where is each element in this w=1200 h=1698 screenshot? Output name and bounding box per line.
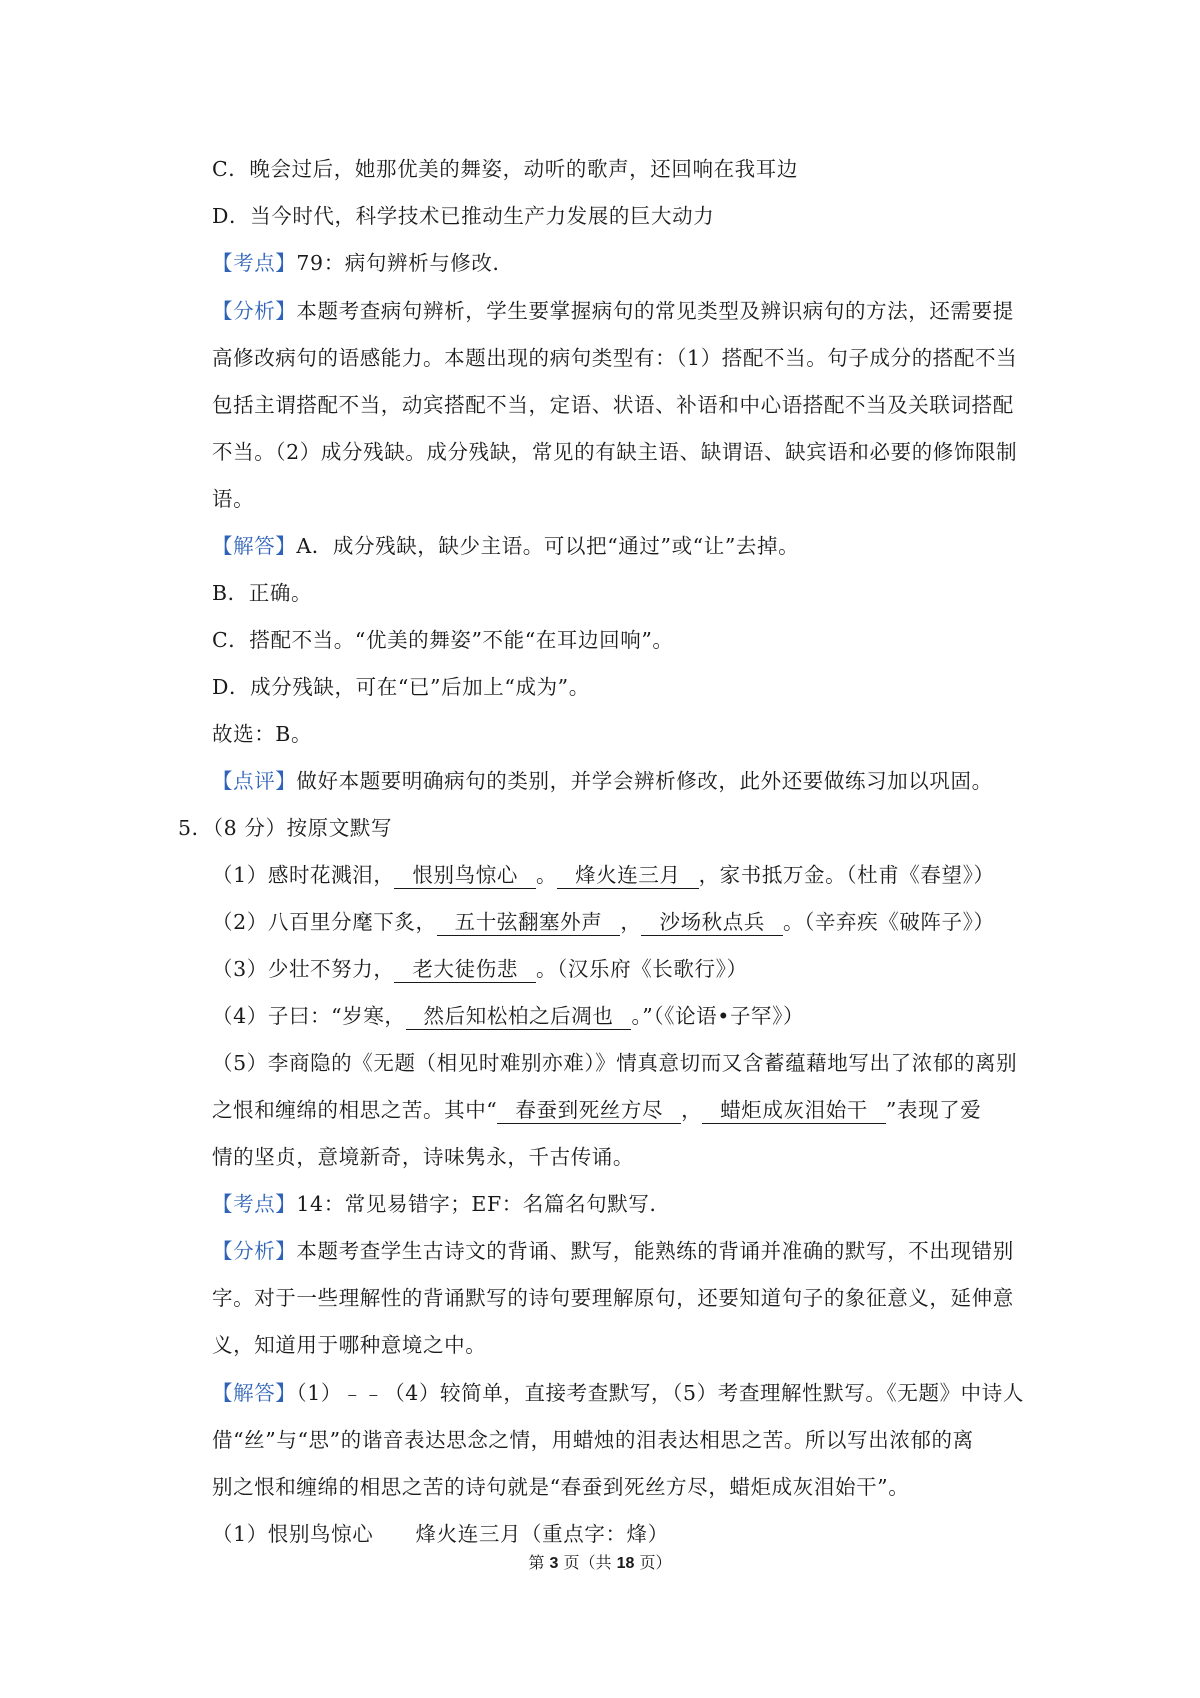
- q4-guxuan: 故选：B。: [212, 722, 313, 746]
- q5-kaodian: [212, 1189, 671, 1219]
- q5-5-mid: ，: [681, 1098, 703, 1122]
- q4-fenxi-line-3: 包括主谓搭配不当，动宾搭配不当，定语、状语、补语和中心语搭配不当及关联词搭配: [212, 393, 1014, 417]
- q5-item-5-line-2: [212, 1095, 981, 1125]
- q5-jieda-line-3: 别之恨和缠绵的相思之苦的诗句就是“春蚕到死丝方尽，蜡炬成灰泪始干”。: [212, 1475, 910, 1499]
- q5-fenxi-line-3: 义，知道用于哪种意境之中。: [212, 1333, 487, 1357]
- answer-blank: 恨别鸟惊心: [394, 862, 536, 889]
- kaodian-text: 79：病句辨析与修改．: [296, 251, 514, 275]
- q5-4-prefix: （4）子曰：“岁寒，: [212, 1004, 406, 1028]
- q4-jieda: [212, 531, 799, 561]
- fenxi-tag: 【分析】: [212, 1239, 297, 1263]
- question-5-title: 5．（8 分）按原文默写: [178, 816, 393, 840]
- jieda-tag: 【解答】: [212, 1381, 297, 1405]
- dianping-tag: 【点评】: [212, 769, 297, 793]
- q5-item-4: [212, 1001, 804, 1031]
- q5-3-prefix: （3）少壮不努力，: [212, 957, 395, 981]
- answer-blank: 春蚕到死丝方尽: [497, 1097, 681, 1124]
- q5-jieda-line-2: 借“丝”与“思”的谐音表达思念之情，用蜡烛的泪表达相思之苦。所以写出浓郁的离: [212, 1428, 974, 1452]
- q5-2-suffix: 。（辛弃疾《破阵子》）: [782, 910, 995, 934]
- q4-jieda-c: C．搭配不当。“优美的舞姿”不能“在耳边回响”。: [212, 628, 674, 652]
- q5-item-3: [212, 954, 748, 984]
- answer-blank: 烽火连三月: [557, 862, 699, 889]
- option-d: D．当今时代，科学技术已推动生产力发展的巨大动力: [212, 204, 715, 228]
- dianping-text: 做好本题要明确病句的类别，并学会辨析修改，此外还要做练习加以巩固。: [296, 769, 993, 793]
- footer-mid: 页（共: [558, 1553, 617, 1572]
- jieda-tag: 【解答】: [212, 534, 297, 558]
- answer-blank: 沙场秋点兵: [641, 909, 783, 936]
- answer-blank: 然后知松柏之后凋也: [406, 1003, 632, 1030]
- answer-blank: 五十弦翻塞外声: [437, 909, 621, 936]
- kaodian-tag: 【考点】: [212, 251, 297, 275]
- kaodian-tag: 【考点】: [212, 1192, 297, 1216]
- q4-dianping: [212, 766, 993, 796]
- answer-blank: 老大徒伤悲: [394, 956, 536, 983]
- q5-1-suffix: ，家书抵万金。（杜甫《春望》）: [698, 863, 995, 887]
- q5-4-suffix: 。”（《论语•子罕》）: [631, 1004, 805, 1028]
- footer-prefix: 第: [528, 1553, 550, 1572]
- q5-fenxi-line-2: 字。对于一些理解性的背诵默写的诗句要理解原句，还要知道句子的象征意义，延伸意: [212, 1286, 1014, 1310]
- q4-fenxi-line-5: 语。: [212, 487, 255, 511]
- q5-jieda-line-1: [212, 1378, 1024, 1408]
- q5-5-prefix: 之恨和缠绵的相思之苦。其中“: [212, 1098, 498, 1122]
- q5-3-suffix: 。（汉乐府《长歌行》）: [535, 957, 748, 981]
- footer-suffix: 页）: [634, 1553, 672, 1572]
- q5-1-mid: 。: [535, 863, 558, 887]
- jieda-text: A．成分残缺，缺少主语。可以把“通过”或“让”去掉。: [296, 534, 800, 558]
- fenxi-text: 本题考查学生古诗文的背诵、默写，能熟练的背诵并准确的默写，不出现错别: [296, 1239, 1014, 1263]
- q5-item-1: [212, 860, 995, 890]
- q5-item-2: [212, 907, 995, 937]
- q5-1-prefix: （1）感时花溅泪，: [212, 863, 395, 887]
- q4-jieda-d: D．成分残缺，可在“已”后加上“成为”。: [212, 675, 590, 699]
- fenxi-text: 本题考查病句辨析，学生要掌握病句的常见类型及辨识病句的方法，还需要提: [296, 299, 1014, 323]
- q5-2-mid: ，: [620, 910, 642, 934]
- q4-kaodian: [212, 248, 514, 278]
- q5-2-prefix: （2）八百里分麾下炙，: [212, 910, 437, 934]
- total-pages: 18: [616, 1555, 635, 1572]
- page-number: 3: [549, 1555, 559, 1572]
- kaodian-text: 14：常见易错字；EF：名篇名句默写．: [296, 1192, 671, 1216]
- option-c: C．晚会过后，她那优美的舞姿，动听的歌声，还回响在我耳边: [212, 157, 798, 181]
- q5-jieda-line-4: （1）恨别鸟惊心 烽火连三月（重点字：烽）: [212, 1522, 669, 1546]
- q5-item-5-line-3: 情的坚贞，意境新奇，诗味隽永，千古传诵。: [212, 1145, 634, 1169]
- q5-item-5-line-1: （5）李商隐的《无题（相见时难别亦难）》情真意切而又含蓄蕴藉地写出了浓郁的离别: [212, 1051, 1018, 1075]
- q5-5-suffix: ”表现了爱: [885, 1098, 982, 1122]
- page-footer: [0, 1552, 1200, 1575]
- q4-fenxi-line-2: 高修改病句的语感能力。本题出现的病句类型有：（1）搭配不当。句子成分的搭配不当: [212, 346, 1018, 370]
- q4-jieda-b: B．正确。: [212, 581, 313, 605]
- jieda-text: （1）﹣﹣（4）较简单，直接考查默写，（5）考查理解性默写。《无题》中诗人: [296, 1381, 1024, 1405]
- q4-fenxi-line-4: 不当。（2）成分残缺。成分残缺，常见的有缺主语、缺谓语、缺宾语和必要的修饰限制: [212, 440, 1018, 464]
- q4-fenxi-line-1: [212, 296, 1014, 326]
- fenxi-tag: 【分析】: [212, 299, 297, 323]
- q5-fenxi-line-1: [212, 1236, 1014, 1266]
- answer-blank: 蜡炬成灰泪始干: [702, 1097, 886, 1124]
